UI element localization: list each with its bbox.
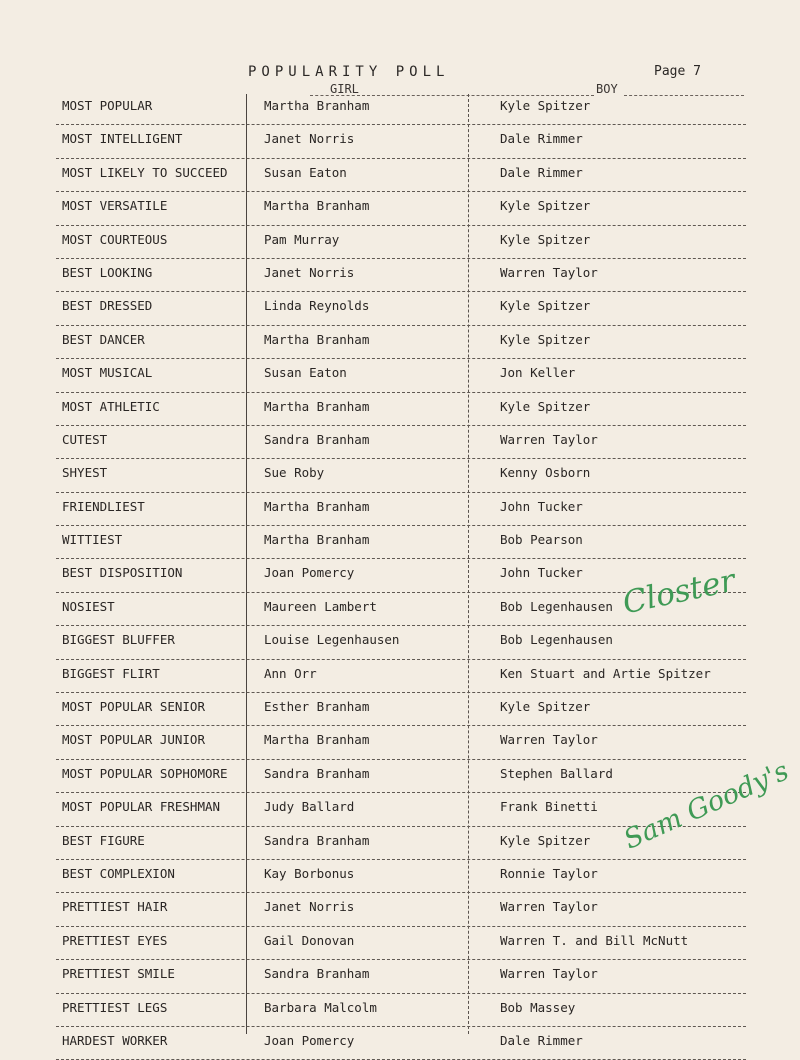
table-row xyxy=(56,92,746,125)
boy-winner-cell: Dale Rimmer xyxy=(500,164,583,180)
boy-winner-cell: Kyle Spitzer xyxy=(500,398,591,414)
boy-winner-cell: Warren Taylor xyxy=(500,264,598,280)
table-row xyxy=(56,927,746,960)
girl-winner-cell: Sandra Branham xyxy=(264,966,370,982)
boy-winner-cell: Warren Taylor xyxy=(500,966,598,982)
girl-winner-cell: Martha Branham xyxy=(264,331,370,347)
girl-column-header: GIRL xyxy=(330,82,359,96)
category-cell: BIGGEST FLIRT xyxy=(62,665,160,681)
category-cell: BEST COMPLEXION xyxy=(62,865,175,881)
boy-winner-cell: Warren Taylor xyxy=(500,732,598,748)
table-row xyxy=(56,960,746,993)
page-title: POPULARITY POLL xyxy=(248,64,450,80)
table-row xyxy=(56,226,746,259)
boy-winner-cell: Kyle Spitzer xyxy=(500,198,591,214)
girl-winner-cell: Ann Orr xyxy=(264,665,317,681)
boy-winner-cell: Ronnie Taylor xyxy=(500,865,598,881)
table-row xyxy=(56,326,746,359)
boy-winner-cell: Dale Rimmer xyxy=(500,131,583,147)
handwritten-note: Closter xyxy=(619,562,739,622)
category-cell: PRETTIEST SMILE xyxy=(62,966,175,982)
girl-winner-cell: Susan Eaton xyxy=(264,164,347,180)
girl-winner-cell: Martha Branham xyxy=(264,498,370,514)
girl-winner-cell: Joan Pomercy xyxy=(264,565,355,581)
boy-winner-cell: Kenny Osborn xyxy=(500,465,591,481)
girl-winner-cell: Martha Branham xyxy=(264,532,370,548)
category-cell: BEST DISPOSITION xyxy=(62,565,183,581)
boy-winner-cell: Warren Taylor xyxy=(500,899,598,915)
category-cell: HARDEST WORKER xyxy=(62,1032,168,1048)
category-cell: MOST POPULAR FRESHMAN xyxy=(62,799,221,815)
table-row xyxy=(56,125,746,158)
boy-winner-cell: Warren Taylor xyxy=(500,431,598,447)
table-row xyxy=(56,426,746,459)
girl-winner-cell: Martha Branham xyxy=(264,398,370,414)
girl-winner-cell: Joan Pomercy xyxy=(264,1032,355,1048)
category-cell: MOST POPULAR SOPHOMORE xyxy=(62,765,228,781)
girl-winner-cell: Martha Branham xyxy=(264,198,370,214)
girl-winner-cell: Martha Branham xyxy=(264,732,370,748)
table-row xyxy=(56,626,746,659)
category-cell: MOST POPULAR xyxy=(62,98,153,113)
boy-winner-cell: Kyle Spitzer xyxy=(500,298,591,314)
girl-winner-cell: Kay Borbonus xyxy=(264,865,355,881)
category-cell: PRETTIEST EYES xyxy=(62,932,168,948)
table-row xyxy=(56,393,746,426)
boy-winner-cell: Kyle Spitzer xyxy=(500,699,591,715)
girl-winner-cell: Janet Norris xyxy=(264,264,355,280)
girl-winner-cell: Janet Norris xyxy=(264,899,355,915)
girl-winner-cell: Martha Branham xyxy=(264,98,370,113)
girl-winner-cell: Sue Roby xyxy=(264,465,325,481)
boy-winner-cell: Kyle Spitzer xyxy=(500,832,591,848)
boy-winner-cell: Bob Massey xyxy=(500,999,576,1015)
table-row xyxy=(56,893,746,926)
category-cell: MOST POPULAR JUNIOR xyxy=(62,732,205,748)
table-row xyxy=(56,860,746,893)
boy-winner-cell: Dale Rimmer xyxy=(500,1032,583,1048)
boy-winner-cell: Kyle Spitzer xyxy=(500,331,591,347)
poll-table xyxy=(56,92,746,1060)
girl-winner-cell: Sandra Branham xyxy=(264,765,370,781)
category-cell: WITTIEST xyxy=(62,532,123,548)
boy-winner-cell: Bob Legenhausen xyxy=(500,598,613,614)
girl-winner-cell: Esther Branham xyxy=(264,699,370,715)
girl-winner-cell: Susan Eaton xyxy=(264,365,347,381)
boy-winner-cell: Warren T. and Bill McNutt xyxy=(500,932,689,948)
table-row xyxy=(56,459,746,492)
category-cell: MOST MUSICAL xyxy=(62,365,153,381)
category-cell: NOSIEST xyxy=(62,598,115,614)
girl-winner-cell: Pam Murray xyxy=(264,231,340,247)
girl-winner-cell: Louise Legenhausen xyxy=(264,632,400,648)
girl-winner-cell: Judy Ballard xyxy=(264,799,355,815)
girl-winner-cell: Sandra Branham xyxy=(264,431,370,447)
table-row xyxy=(56,192,746,225)
boy-winner-cell: John Tucker xyxy=(500,565,583,581)
category-cell: MOST INTELLIGENT xyxy=(62,131,183,147)
category-cell: MOST LIKELY TO SUCCEED xyxy=(62,164,228,180)
category-cell: CUTEST xyxy=(62,431,108,447)
table-row xyxy=(56,526,746,559)
table-row xyxy=(56,726,746,759)
category-cell: PRETTIEST LEGS xyxy=(62,999,168,1015)
girl-winner-cell: Maureen Lambert xyxy=(264,598,377,614)
category-cell: FRIENDLIEST xyxy=(62,498,145,514)
girl-winner-cell: Linda Reynolds xyxy=(264,298,370,314)
category-cell: BEST DRESSED xyxy=(62,298,153,314)
boy-winner-cell: Bob Pearson xyxy=(500,532,583,548)
table-row xyxy=(56,1027,746,1060)
category-cell: MOST VERSATILE xyxy=(62,198,168,214)
category-cell: BEST DANCER xyxy=(62,331,145,347)
boy-winner-cell: Bob Legenhausen xyxy=(500,632,613,648)
boy-winner-cell: John Tucker xyxy=(500,498,583,514)
category-cell: BEST FIGURE xyxy=(62,832,145,848)
girl-winner-cell: Sandra Branham xyxy=(264,832,370,848)
boy-column-header: BOY xyxy=(596,82,618,96)
girl-winner-cell: Barbara Malcolm xyxy=(264,999,377,1015)
category-cell: PRETTIEST HAIR xyxy=(62,899,168,915)
category-cell: MOST ATHLETIC xyxy=(62,398,160,414)
table-row xyxy=(56,760,746,793)
table-row xyxy=(56,259,746,292)
boy-winner-cell: Stephen Ballard xyxy=(500,765,613,781)
category-cell: MOST POPULAR SENIOR xyxy=(62,699,205,715)
table-row xyxy=(56,693,746,726)
boy-winner-cell: Kyle Spitzer xyxy=(500,231,591,247)
boy-winner-cell: Jon Keller xyxy=(500,365,576,381)
boy-winner-cell: Frank Binetti xyxy=(500,799,598,815)
category-cell: SHYEST xyxy=(62,465,108,481)
category-cell: MOST COURTEOUS xyxy=(62,231,168,247)
table-row xyxy=(56,359,746,392)
page-number: Page 7 xyxy=(654,64,701,79)
girl-winner-cell: Janet Norris xyxy=(264,131,355,147)
boy-winner-cell: Kyle Spitzer xyxy=(500,98,591,113)
category-cell: BEST LOOKING xyxy=(62,264,153,280)
table-row xyxy=(56,493,746,526)
girl-winner-cell: Gail Donovan xyxy=(264,932,355,948)
handwritten-note: Sam Goody's xyxy=(619,755,794,856)
table-row xyxy=(56,292,746,325)
category-cell: BIGGEST BLUFFER xyxy=(62,632,175,648)
table-row xyxy=(56,660,746,693)
table-row xyxy=(56,994,746,1027)
table-row xyxy=(56,159,746,192)
boy-winner-cell: Ken Stuart and Artie Spitzer xyxy=(500,665,711,681)
